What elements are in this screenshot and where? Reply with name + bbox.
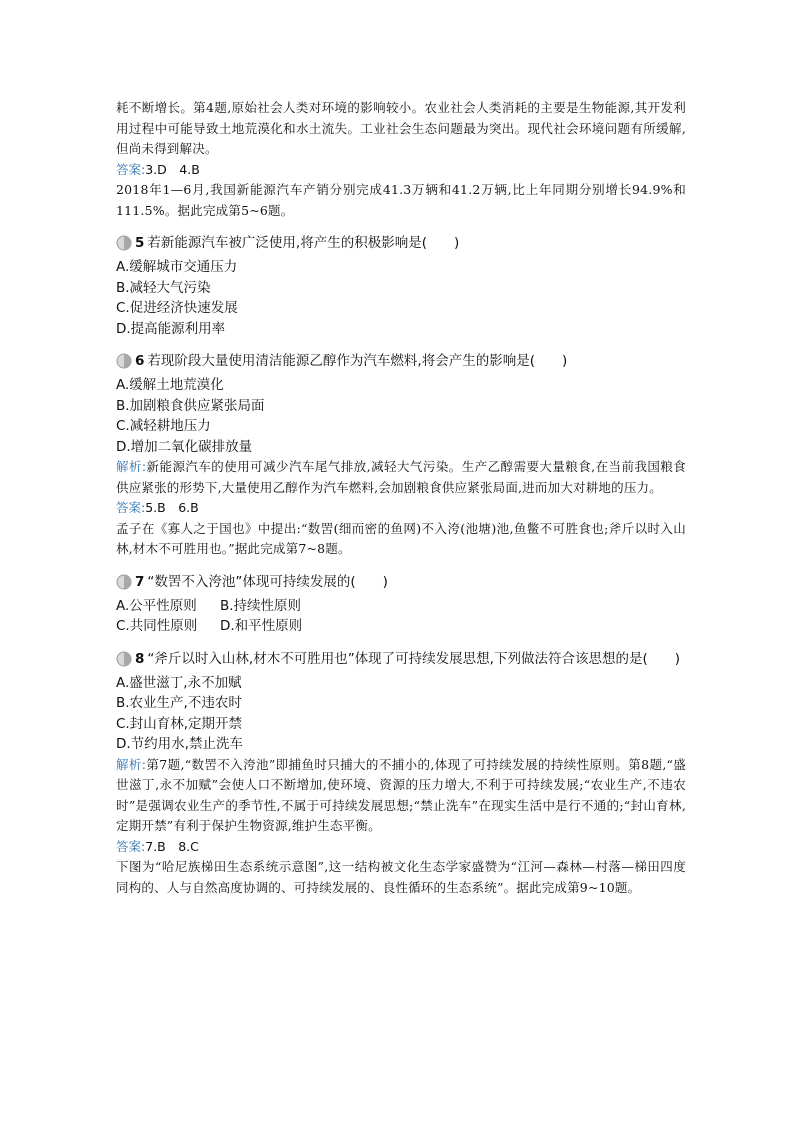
q5-option-c: C.促进经济快速发展 — [116, 300, 238, 316]
question-stem: 若现阶段大量使用清洁能源乙醇作为汽车燃料,将会产生的影响是( ) — [147, 353, 568, 369]
answer-value: 5.B 6.B — [145, 500, 199, 515]
question-8 — [116, 649, 686, 669]
answer-value: 7.B 8.C — [145, 838, 199, 854]
question-stem: “数罟不入洿池”体现可持续发展的( ) — [147, 573, 388, 590]
question-7 — [116, 572, 686, 592]
question-marker-icon — [116, 353, 132, 369]
question-marker-icon — [116, 651, 132, 667]
q6-option-c: C.减轻耕地压力 — [116, 418, 211, 434]
question-stem: 若新能源汽车被广泛使用,将产生的积极影响是( ) — [147, 235, 460, 251]
question-5 — [116, 233, 686, 253]
q6-option-a: A.缓解土地荒漠化 — [116, 377, 224, 393]
analysis-label: 解析: — [116, 756, 147, 772]
intro-paragraph: 耗不断增长。第4题,原始社会人类对环境的影响较小。农业社会人类消耗的主要是生物能源,其开发利用过程中可能导致土地荒漠化和水土流失。工业社会生态问题最为突出。现代社会环境问题有所缓解,但尚未得到解决。 — [116, 100, 686, 156]
analysis-label: 解析: — [116, 459, 147, 474]
answer-label: 答案: — [116, 500, 146, 515]
q8-option-c: C.封山育林,定期开禁 — [116, 715, 243, 732]
question-number: 7 — [135, 573, 145, 590]
q7-options-row-1 — [116, 596, 686, 617]
q5-option-b: B.减轻大气污染 — [116, 279, 211, 296]
answer-5-6 — [116, 498, 686, 519]
q8-option-a: A.盛世滋丁,永不加赋 — [116, 674, 242, 691]
analysis-text: 新能源汽车的使用可减少汽车尾气排放,减轻大气污染。生产乙醇需要大量粮食,在当前我国粮食供应紧张的形势下,大量使用乙醇作为汽车燃料,会加剧粮食供应紧张局面,进而加大对耕地的压力。 — [116, 459, 686, 495]
question-marker-icon — [116, 574, 132, 590]
question-stem: “斧斤以时入山林,材木不可胜用也”体现了可持续发展思想,下列做法符合该思想的是( ) — [147, 650, 681, 667]
analysis-text: 第7题,“数罟不入洿池”即捕鱼时只捕大的不捕小的,体现了可持续发展的持续性原则。第8题,“盛世滋丁,永不加赋”会使人口不断增加,使环境、资源的压力增大,不利于可持续发展;“农业生产,不违农时”是强调农业生产的季节性,不属于可持续发展思想;“禁止洗车”在现实生活中是行不通的;“封山育林,定期开禁”有利于保护生物资源,维护生态平衡。 — [116, 756, 686, 833]
q6-option-d: D.增加二氧化碳排放量 — [116, 438, 253, 455]
q8-option-b: B.农业生产,不违农时 — [116, 695, 242, 711]
analysis-5-6 — [116, 457, 686, 498]
document-page — [116, 98, 686, 898]
q5-option-a: A.缓解城市交通压力 — [116, 259, 238, 275]
q5-option-d: D.提高能源利用率 — [116, 320, 226, 337]
analysis-7-8 — [116, 755, 686, 837]
q7-options-row-2 — [116, 616, 686, 637]
q7-option-c: C.共同性原则 — [116, 618, 198, 634]
question-number: 8 — [135, 650, 145, 667]
passage-7-8: 孟子在《寡人之于国也》中提出:“数罟(细而密的鱼网)不入洿(池塘)池,鱼鳖不可胜食也;斧斤以时入山林,材木不可胜用也。”据此完成第7~8题。 — [116, 520, 686, 556]
q6-option-b: B.加剧粮食供应紧张局面 — [116, 397, 265, 414]
answer-label: 答案: — [116, 161, 146, 177]
q7-option-d: D.和平性原则 — [220, 618, 303, 634]
answer-7-8 — [116, 837, 686, 858]
question-6 — [116, 351, 686, 371]
question-marker-icon — [116, 235, 132, 251]
q7-option-b: B.持续性原则 — [220, 597, 302, 614]
answer-label: 答案: — [116, 838, 146, 854]
q8-option-d: D.节约用水,禁止洗车 — [116, 736, 243, 752]
passage-9-10: 下图为“哈尼族梯田生态系统示意图”,这一结构被文化生态学家盛赞为“江河—森林—村落—梯田四度同构的、人与自然高度协调的、可持续发展的、良性循环的生态系统”。据此完成第9~10题。 — [116, 859, 686, 895]
question-number: 5 — [135, 235, 145, 251]
passage-5-6: 2018年1—6月,我国新能源汽车产销分别完成41.3万辆和41.2万辆,比上年同期分别增长94.9%和111.5%。据此完成第5~6题。 — [116, 182, 686, 218]
q7-option-a: A.公平性原则 — [116, 597, 197, 614]
question-number: 6 — [135, 353, 145, 369]
answer-value: 3.D 4.B — [145, 161, 200, 177]
answer-3-4 — [116, 160, 686, 181]
